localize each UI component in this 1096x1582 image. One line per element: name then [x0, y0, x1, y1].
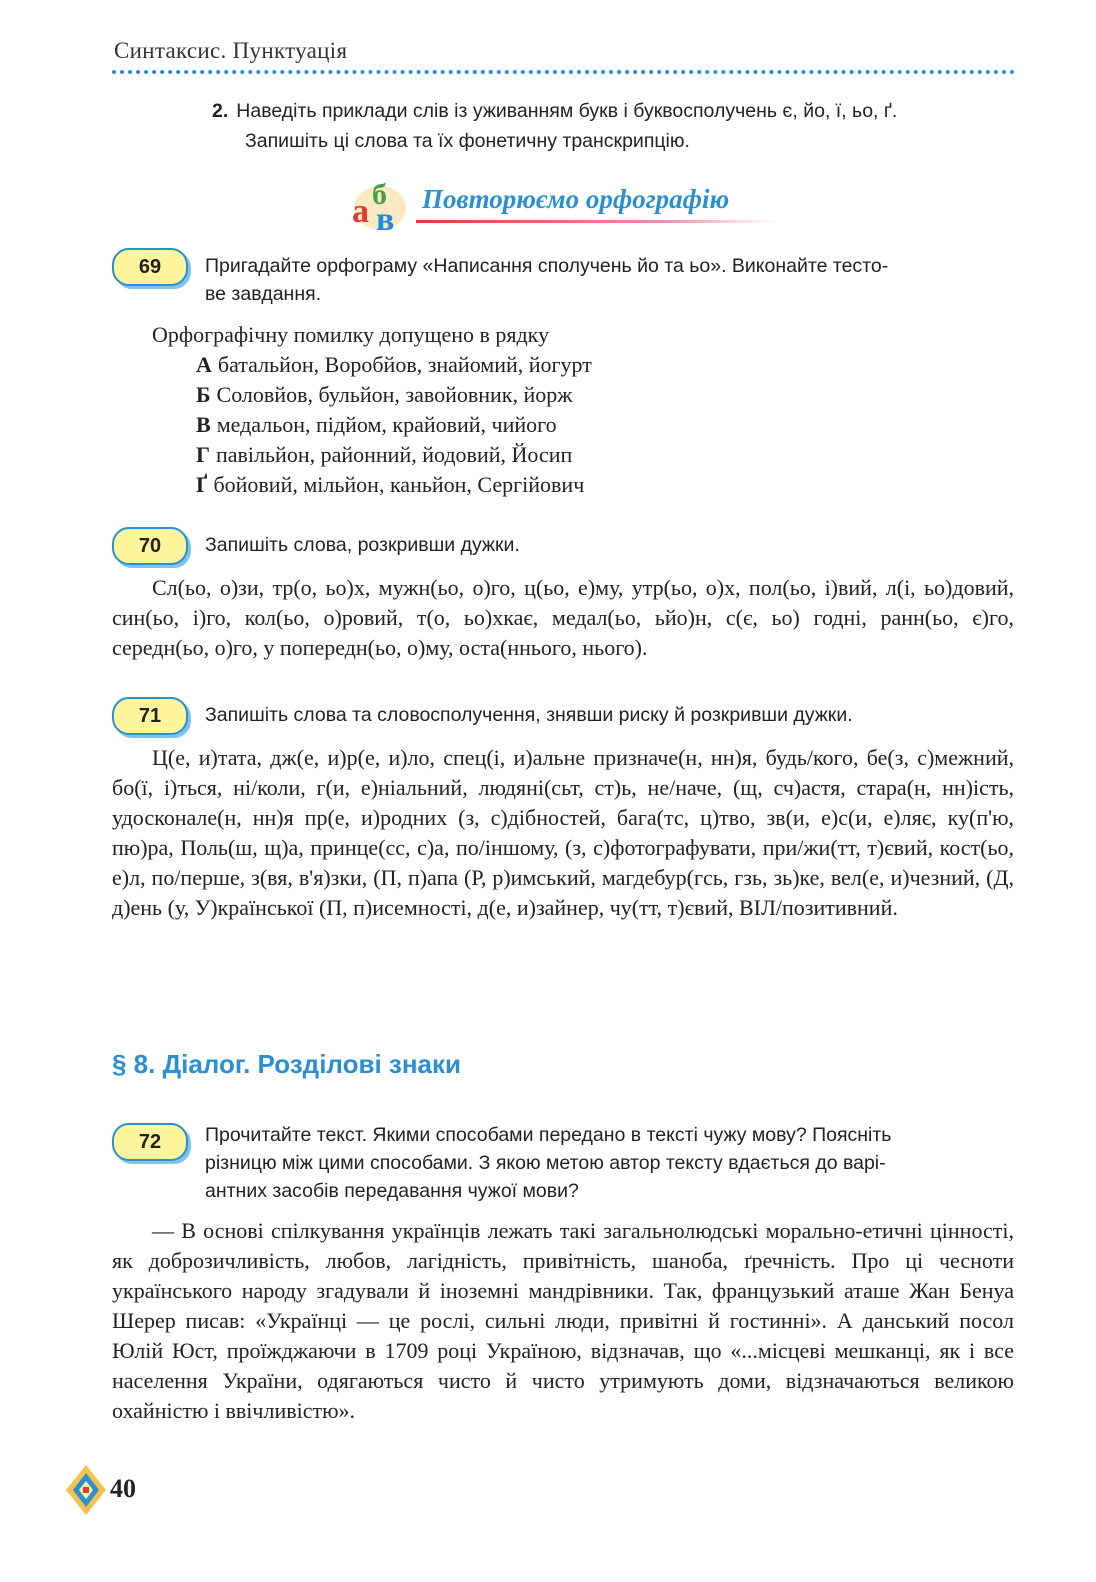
running-header: Синтаксис. Пунктуація: [114, 38, 348, 63]
exercise-70-badge: 70: [112, 527, 188, 565]
task-2-number: 2.: [212, 100, 229, 122]
exercise-69-options: [196, 350, 592, 500]
exercise-69-instruction: [205, 252, 1017, 308]
exercise-72-instruction-line-2: різницю між цими способами. З якою метою автор тексту вдається до варі-: [205, 1152, 886, 1174]
task-2-text-1: Наведіть приклади слів із уживанням букв і буквосполучень є, йо, ї, ьо, ґ.: [236, 100, 898, 122]
option-g: [196, 470, 592, 500]
svg-text:б: б: [372, 178, 387, 211]
option-text: Соловйов, бульйон, завойовник, йорж: [216, 382, 573, 407]
option-text: батальйон, Воробйов, знайомий, йогурт: [217, 352, 592, 377]
option-a: [196, 350, 592, 380]
exercise-69-test-intro: Орфографічну помилку допущено в рядку: [152, 322, 550, 347]
option-letter: Б: [196, 382, 211, 407]
task-2-line-2: Запишіть ці слова та їх фонетичну транскрипцію.: [245, 130, 690, 152]
option-letter: Г: [196, 442, 210, 467]
exercise-70-text: Сл(ьо, о)зи, тр(о, ьо)х, мужн(ьо, о)го, ц(ьо, е)му, утр(ьо, о)х, пол(ьо, і)вий, л(і, ьо)довий, син(ьо, і)го, кол(ьо, о)ровий, т(о, ьо)хкає, медал(ьо, ьйо)н, с(є, ьо) годні, ранн(ьо, є)го, середн(ьо, о)го, у попередн(ьо, о)му, оста(ннього, нього).: [112, 575, 1014, 660]
option-text: бойовий, мільйон, каньйон, Сергійович: [213, 472, 585, 497]
exercise-69-badge: 69: [112, 248, 188, 286]
page-number: 40: [110, 1474, 136, 1503]
exercise-71-badge: 71: [112, 697, 188, 735]
header-divider: [112, 70, 1015, 74]
svg-text:а: а: [352, 193, 369, 230]
option-h: [196, 440, 592, 470]
ornament-icon: [64, 1463, 108, 1517]
task-2-line-1: [212, 96, 1022, 126]
repeat-orthography-heading: [350, 176, 790, 232]
option-letter: В: [196, 412, 211, 437]
option-b: [196, 380, 592, 410]
option-letter: Ґ: [196, 472, 208, 497]
exercise-69-instruction-line-2: ве завдання.: [205, 283, 322, 305]
exercise-72-instruction: [205, 1121, 1017, 1205]
repeat-orthography-title: Повторюємо орфографію: [422, 184, 730, 214]
exercise-71-text: Ц(е, и)тата, дж(е, и)р(е, и)ло, спец(і, и)альне призначе(н, нн)я, будь/кого, бе(з, с)межний, бо(ї, і)ться, ні/коли, г(и, е)ніальний, людяні(сьт, ст)ь, не/наче, (щ, сч)астя, стара(н, нн)ість, удосконале(н, нн)я пр(е, и)родних (з, с)дібностей, бага(тс, ц)тво, зв(и, е)с(и, е)ляє, ку(п'ю, пю)ра, Поль(ш, щ)а, принце(сс, с)а, по/іншому, (з, с)фотографувати, при/жи(тт, т)євий, кост(ьо, е)л, по/перше, з(вя, в'я)зки, (П, п)апа (Р, р)имський, магдебур(гсь, гзь, зь)ке, вел(е, и)чезний, (Д, д)ень (у, У)країнської (П, п)исемності, д(е, и)зайнер, чу(тт, т)євий, ВІЛ/позитивний.: [112, 745, 1014, 920]
exercise-71-instruction: Запишіть слова та словосполучення, знявши риску й розкривши дужки.: [205, 704, 853, 726]
exercise-72-instruction-line-3: антних засобів передавання чужої мови?: [205, 1180, 579, 1202]
svg-text:в: в: [376, 201, 395, 234]
option-text: павільйон, районний, йодовий, Йосип: [216, 442, 573, 467]
exercise-72-text: — В основі спілкування українців лежать такі загальнолюдські морально-етичні цінності, як доброзичливість, любов, лагідність, привітність, шанoба, ґречність. Про ці чесноти українського народу згадували й іноземні мандрівники. Так, французький аташе Жан Бенуа Шерер писав: «Українці — це рослі, сильні люди, привітні й гостинні». А данський посол Юлій Юст, проїжджаючи в 1709 році Україною, відзначав, що «...місцеві мешканці, як і все населення України, одягаються чисто й чисто утримують доми, відзначаються великою охайністю і ввічливістю».: [112, 1218, 1014, 1423]
exercise-70-instruction: Запишіть слова, розкривши дужки.: [205, 534, 520, 556]
option-v: [196, 410, 592, 440]
repeat-title-underline: [416, 220, 776, 223]
exercise-72-badge: 72: [112, 1123, 188, 1161]
section-heading: § 8. Діалог. Розділові знаки: [112, 1049, 461, 1079]
exercise-69-instruction-line-1: Пригадайте орфограму «Написання сполучень йо та ьо». Виконайте тесто-: [205, 255, 889, 277]
option-text: медальон, підйом, крайовий, чийого: [216, 412, 557, 437]
option-letter: А: [196, 352, 212, 377]
abv-letters-icon: [350, 176, 414, 234]
exercise-72-instruction-line-1: Прочитайте текст. Якими способами передано в тексті чужу мову? Поясніть: [205, 1124, 892, 1146]
task-2: [212, 96, 1022, 156]
